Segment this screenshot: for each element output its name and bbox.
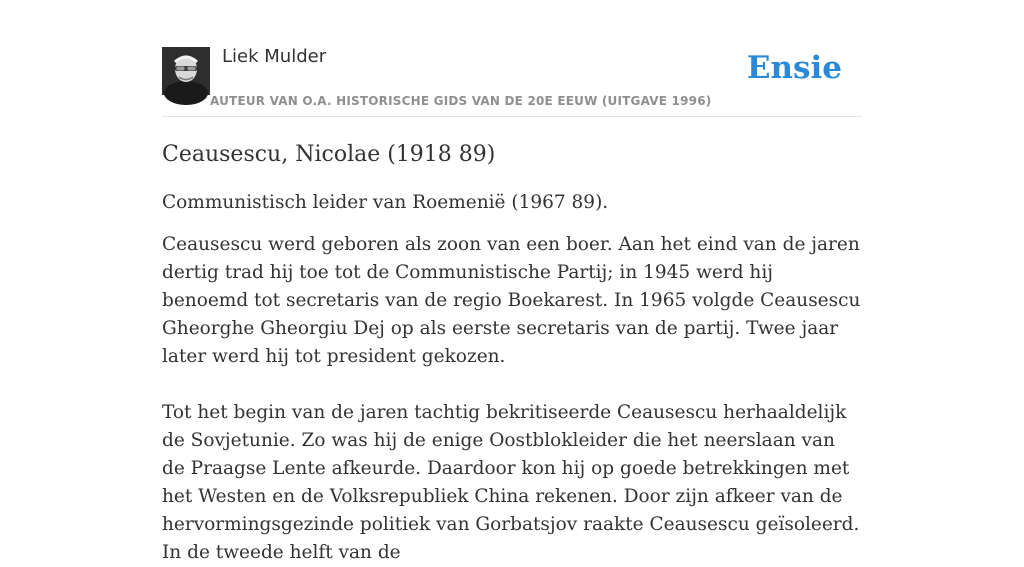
author-header (162, 0, 862, 117)
article-paragraph-1: Ceausescu werd geboren als zoon van een boer. Aan het eind van de jaren dertig trad hij toe tot de Communistische Partij; in 1945 werd hij benoemd tot secretaris van de regio Boekarest. In 1965 volgde Ceausescu Gheorghe Gheorgiu Dej op als eerste secretaris van de partij. Twee jaar later werd hij tot president gekozen. (162, 234, 861, 367)
article-title: Ceausescu, Nicolae (1918 89) (162, 142, 496, 167)
author-avatar[interactable] (162, 47, 210, 95)
brand-logo[interactable]: Ensie (746, 50, 842, 86)
article-subtitle: Communistisch leider van Roemenië (1967 89). (162, 192, 609, 213)
avatar-portrait-icon (162, 47, 210, 95)
author-name[interactable]: Liek Mulder (222, 46, 327, 67)
author-bio: AUTEUR VAN O.A. HISTORISCHE GIDS VAN DE 20E EEUW (UITGAVE 1996) (210, 94, 712, 108)
article-paragraph-2: Tot het begin van de jaren tachtig bekritiseerde Ceausescu herhaaldelijk de Sovjetunie. Zo was hij de enige Oostblokleider die het neerslaan van de Praagse Lente afkeurde. Daardoor kon hij op goede betrekkingen met het Westen en de Volksrepubliek China rekenen. Door zijn afkeer van de hervormingsgezinde politiek van Gorbatsjov raakte Ceausescu geïsoleerd. In de tweede helft van de (162, 402, 860, 563)
article (162, 138, 862, 567)
